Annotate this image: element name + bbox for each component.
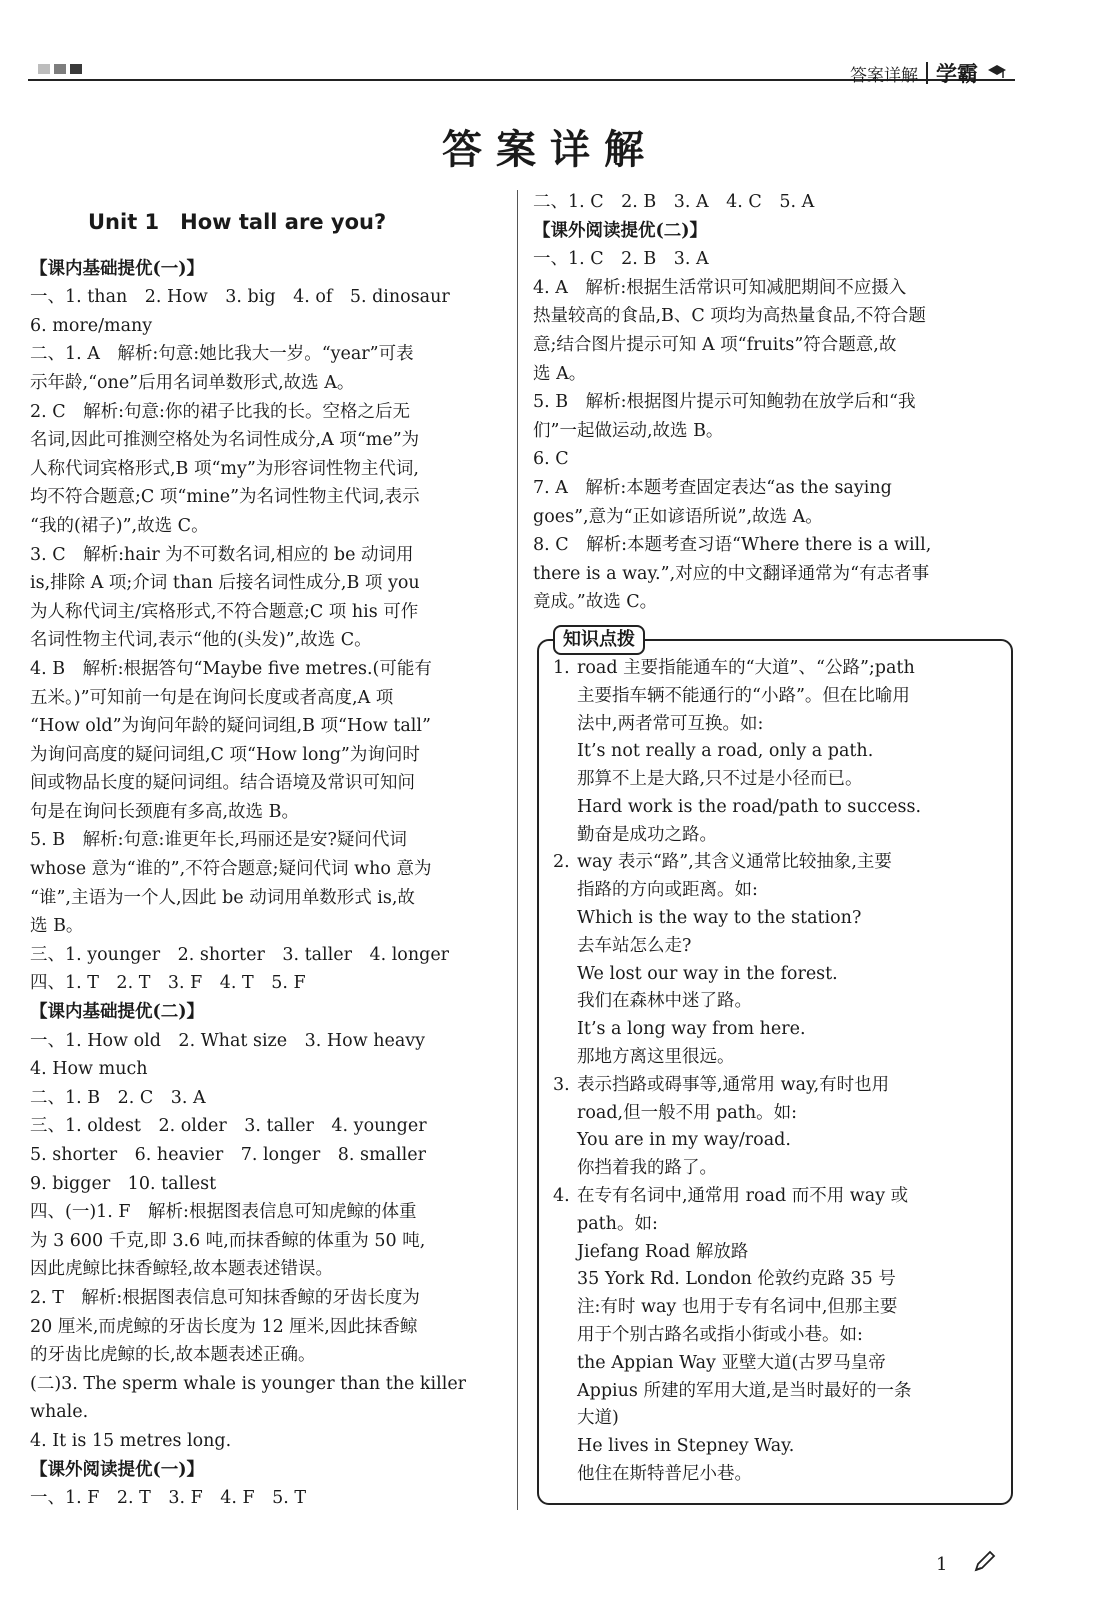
- knowledge-item-number: [553, 905, 577, 933]
- answer-line: 4. A 解析:根据生活常识可知减肥期间不应摄入: [533, 277, 907, 298]
- knowledge-item-text: We lost our way in the forest.: [577, 963, 838, 984]
- header-square-2: [54, 64, 66, 74]
- knowledge-line: [553, 1183, 995, 1211]
- answer-line: 5. B 解析:根据图片提示可知鲍勃在放学后和“我: [533, 392, 916, 413]
- answer-line: 4. B 解析:根据答句“Maybe five metres.(可能有: [30, 658, 432, 679]
- knowledge-line: [553, 822, 995, 850]
- answer-line: 4. How much: [30, 1059, 148, 1080]
- right-column: [533, 188, 1013, 1505]
- answer-line: whose 意为“谁的”,不符合题意;疑问代词 who 意为: [30, 859, 432, 880]
- knowledge-item-number: [553, 1322, 577, 1350]
- answer-line: 4. It is 15 metres long.: [30, 1430, 232, 1451]
- answer-line: 二、1. B 2. C 3. A: [30, 1087, 206, 1108]
- answer-line: 五米。)”可知前一句是在询问长度或者高度,A 项: [30, 687, 394, 708]
- knowledge-item-number: [553, 1350, 577, 1378]
- answer-line: 名词,因此可推测空格处为名词性成分,A 项“me”为: [30, 430, 420, 451]
- header-right: [850, 58, 1008, 88]
- answer-line: 一、1. C 2. B 3. A: [533, 249, 709, 270]
- knowledge-item-number: [553, 766, 577, 794]
- answer-line: (二)3. The sperm whale is younger than the killer: [30, 1373, 467, 1394]
- knowledge-line: [553, 1433, 995, 1461]
- answer-line: 间或物品长度的疑问词组。结合语境及常识可知问: [30, 773, 415, 794]
- knowledge-item-text: Hard work is the road/path to success.: [577, 796, 922, 817]
- knowledge-item-number: 2.: [553, 852, 570, 873]
- answer-line: 人称代词宾格形式,B 项“my”为形容词性物主代词,: [30, 458, 419, 479]
- knowledge-item-text: path。如:: [577, 1213, 658, 1234]
- answer-line: 3. C 解析:hair 为不可数名词,相应的 be 动词用: [30, 544, 414, 565]
- knowledge-line: [553, 1016, 995, 1044]
- knowledge-item-text: 那算不上是大路,只不过是小径而已。: [577, 769, 863, 790]
- knowledge-item-text: Appius 所建的军用大道,是当时最好的一条: [577, 1380, 912, 1401]
- answer-line: 二、1. A 解析:句意:她比我大一岁。“year”可表: [30, 344, 414, 365]
- knowledge-line: [553, 794, 995, 822]
- answer-line: 7. A 解析:本题考查固定表达“as the saying: [533, 477, 892, 498]
- knowledge-line: [553, 1405, 995, 1433]
- knowledge-item-text: 主要指车辆不能通行的“小路”。但在比喻用: [577, 685, 910, 706]
- knowledge-item-number: [553, 1211, 577, 1239]
- answer-line: “谁”,主语为一个人,因此 be 动词用单数形式 is,故: [30, 887, 415, 908]
- knowledge-item-number: [553, 1433, 577, 1461]
- knowledge-line: [553, 738, 995, 766]
- knowledge-item-text: the Appian Way 亚壁大道(古罗马皇帝: [577, 1352, 886, 1373]
- section-heading: 【课内基础提优(一)】: [30, 258, 205, 279]
- knowledge-item-number: [553, 1044, 577, 1072]
- header-section-label: 答案详解: [850, 65, 918, 86]
- answer-line: 一、1. F 2. T 3. F 4. F 5. T: [30, 1488, 307, 1509]
- knowledge-line: [553, 711, 995, 739]
- knowledge-item-number: [553, 1239, 577, 1267]
- knowledge-item-number: [553, 1127, 577, 1155]
- pencil-icon: [972, 1548, 998, 1574]
- page-title: 答案详解: [442, 127, 658, 173]
- knowledge-item-number: [553, 1100, 577, 1128]
- right-column-lines: [533, 188, 1013, 617]
- header-separator: [926, 62, 928, 84]
- answer-line: 因此虎鲸比抹香鲸轻,故本题表述错误。: [30, 1259, 334, 1280]
- knowledge-item-number: [553, 683, 577, 711]
- knowledge-item-number: [553, 961, 577, 989]
- header-square-3: [70, 64, 82, 74]
- knowledge-item-text: 35 York Rd. London 伦敦约克路 35 号: [577, 1269, 896, 1290]
- answer-line: 5. shorter 6. heavier 7. longer 8. smaller: [30, 1145, 426, 1165]
- knowledge-item-text: He lives in Stepney Way.: [577, 1436, 795, 1457]
- knowledge-item-text: Jiefang Road 解放路: [577, 1241, 749, 1262]
- answer-line: 四、(一)1. F 解析:根据图表信息可知虎鲸的体重: [30, 1202, 417, 1223]
- knowledge-item-number: [553, 1294, 577, 1322]
- mortarboard-icon: [986, 62, 1008, 84]
- knowledge-item-number: [553, 1378, 577, 1406]
- answer-line: 的牙齿比虎鲸的长,故本题表述正确。: [30, 1345, 316, 1366]
- knowledge-line: [553, 849, 995, 877]
- answer-line: 示年龄,“one”后用名词单数形式,故选 A。: [30, 372, 355, 393]
- answer-line: is,排除 A 项;介词 than 后接名词性成分,B 项 you: [30, 573, 420, 594]
- answer-line: 一、1. How old 2. What size 3. How heavy: [30, 1030, 426, 1051]
- answer-line: 热量较高的食品,B、C 项均为高热量食品,不符合题: [533, 306, 926, 327]
- knowledge-line: [553, 655, 995, 683]
- knowledge-item-number: [553, 1266, 577, 1294]
- knowledge-item-number: [553, 1155, 577, 1183]
- knowledge-line: [553, 1127, 995, 1155]
- answer-line: 一、1. than 2. How 3. big 4. of 5. dinosaur: [30, 287, 450, 308]
- knowledge-line: [553, 1211, 995, 1239]
- section-heading: 【课外阅读提优(一)】: [30, 1459, 205, 1480]
- answer-line: 为 3 600 千克,即 3.6 吨,而抹香鲸的体重为 50 吨,: [30, 1230, 426, 1251]
- unit-title: Unit 1 How tall are you?: [88, 210, 387, 234]
- knowledge-box-tag: 知识点拨: [553, 625, 645, 655]
- answer-line: 三、1. younger 2. shorter 3. taller 4. longer: [30, 944, 450, 965]
- left-column: [30, 188, 510, 1513]
- knowledge-item-number: [553, 1016, 577, 1044]
- answer-line: 为询问高度的疑问词组,C 项“How long”为询问时: [30, 744, 420, 765]
- knowledge-line: [553, 905, 995, 933]
- knowledge-line: [553, 1294, 995, 1322]
- knowledge-line: [553, 683, 995, 711]
- answer-line: 2. C 解析:句意:你的裙子比我的长。空格之后无: [30, 401, 410, 422]
- answer-line: 句是在询问长颈鹿有多高,故选 B。: [30, 801, 299, 822]
- knowledge-line: [553, 1072, 995, 1100]
- knowledge-item-text: You are in my way/road.: [577, 1130, 791, 1151]
- header-squares: [38, 64, 82, 74]
- knowledge-item-text: road,但一般不用 path。如:: [577, 1102, 797, 1123]
- answer-line: “我的(裙子)”,故选 C。: [30, 515, 209, 536]
- column-divider: [517, 190, 518, 1510]
- knowledge-item-number: [553, 794, 577, 822]
- knowledge-item-text: Which is the way to the station?: [577, 908, 862, 929]
- knowledge-item-text: 法中,两者常可互换。如:: [577, 713, 764, 734]
- header-brand: 学霸: [936, 62, 978, 86]
- answer-line: 5. B 解析:句意:谁更年长,玛丽还是安?疑问代词: [30, 830, 407, 851]
- knowledge-item-number: [553, 933, 577, 961]
- knowledge-item-text: way 表示“路”,其含义通常比较抽象,主要: [577, 852, 892, 873]
- answer-line: 名词性物主代词,表示“他的(头发)”,故选 C。: [30, 630, 372, 651]
- answer-line: 们”一起做运动,故选 B。: [533, 420, 724, 441]
- knowledge-item-number: [553, 738, 577, 766]
- left-column-lines: [30, 255, 510, 1513]
- answer-line: 8. C 解析:本题考查习语“Where there is a will,: [533, 535, 932, 556]
- knowledge-line: [553, 1155, 995, 1183]
- knowledge-item-text: 去车站怎么走?: [577, 935, 692, 956]
- section-heading: 【课内基础提优(二)】: [30, 1002, 205, 1023]
- answer-line: 为人称代词主/宾格形式,不符合题意;C 项 his 可作: [30, 601, 419, 622]
- answer-line: 意;结合图片提示可知 A 项“fruits”符合题意,故: [533, 334, 897, 355]
- answer-line: 20 厘米,而虎鲸的牙齿长度为 12 厘米,因此抹香鲸: [30, 1316, 418, 1337]
- answer-line: 二、1. C 2. B 3. A 4. C 5. A: [533, 192, 815, 212]
- knowledge-item-number: 4.: [553, 1186, 570, 1207]
- knowledge-item-text: 我们在森林中迷了路。: [577, 991, 752, 1012]
- knowledge-item-text: 你挡着我的路了。: [577, 1158, 717, 1179]
- knowledge-item-text: It’s not really a road, only a path.: [577, 741, 874, 762]
- answer-line: 9. bigger 10. tallest: [30, 1173, 217, 1194]
- knowledge-item-number: [553, 1405, 577, 1433]
- knowledge-line: [553, 1100, 995, 1128]
- knowledge-item-text: 注:有时 way 也用于专有名词中,但那主要: [577, 1297, 898, 1318]
- knowledge-item-number: 1.: [553, 657, 570, 678]
- answer-line: there is a way.”,对应的中文翻译通常为“有志者事: [533, 563, 930, 584]
- knowledge-item-number: 3.: [553, 1074, 570, 1095]
- answer-line: 均不符合题意;C 项“mine”为名词性物主代词,表示: [30, 487, 420, 508]
- answer-line: 6. more/many: [30, 315, 153, 336]
- page-number: 1: [936, 1554, 948, 1575]
- knowledge-line: [553, 1044, 995, 1072]
- knowledge-item-number: [553, 822, 577, 850]
- answer-line: whale.: [30, 1402, 89, 1423]
- knowledge-item-number: [553, 988, 577, 1016]
- knowledge-line: [553, 961, 995, 989]
- knowledge-item-text: It’s a long way from here.: [577, 1019, 806, 1040]
- knowledge-box: [537, 628, 1013, 1505]
- knowledge-box-items: [553, 655, 995, 1489]
- knowledge-line: [553, 1350, 995, 1378]
- answer-line: 6. C: [533, 449, 569, 470]
- knowledge-line: [553, 1461, 995, 1489]
- answer-line: 竟成。”故选 C。: [533, 592, 658, 613]
- answer-line: 选 A。: [533, 363, 587, 384]
- section-heading: 【课外阅读提优(二)】: [533, 220, 708, 241]
- answer-line: 选 B。: [30, 916, 84, 937]
- knowledge-line: [553, 1239, 995, 1267]
- knowledge-item-text: 勤奋是成功之路。: [577, 824, 717, 845]
- knowledge-item-number: [553, 1461, 577, 1489]
- answer-line: goes”,意为“正如谚语所说”,故选 A。: [533, 506, 823, 527]
- knowledge-line: [553, 933, 995, 961]
- knowledge-line: [553, 1266, 995, 1294]
- knowledge-item-text: 他住在斯特普尼小巷。: [577, 1464, 752, 1485]
- knowledge-line: [553, 988, 995, 1016]
- knowledge-item-text: 表示挡路或碍事等,通常用 way,有时也用: [577, 1074, 890, 1095]
- answer-line: 三、1. oldest 2. older 3. taller 4. younger: [30, 1116, 427, 1137]
- knowledge-item-text: 用于个别古路名或指小街或小巷。如:: [577, 1325, 863, 1346]
- knowledge-item-text: 在专有名词中,通常用 road 而不用 way 或: [577, 1186, 909, 1207]
- knowledge-item-text: 指路的方向或距离。如:: [577, 880, 758, 901]
- answer-line: 四、1. T 2. T 3. F 4. T 5. F: [30, 973, 306, 994]
- knowledge-item-number: [553, 711, 577, 739]
- knowledge-item-text: 大道): [577, 1408, 619, 1429]
- knowledge-item-text: road 主要指能通车的“大道”、“公路”;path: [577, 657, 915, 678]
- knowledge-line: [553, 1322, 995, 1350]
- knowledge-line: [553, 877, 995, 905]
- knowledge-line: [553, 1378, 995, 1406]
- knowledge-item-text: 那地方离这里很远。: [577, 1047, 735, 1068]
- answer-line: “How old”为询问年龄的疑问词组,B 项“How tall”: [30, 716, 431, 737]
- header-square-1: [38, 64, 50, 74]
- answer-line: 2. T 解析:根据图表信息可知抹香鲸的牙齿长度为: [30, 1287, 420, 1308]
- knowledge-line: [553, 766, 995, 794]
- knowledge-item-number: [553, 877, 577, 905]
